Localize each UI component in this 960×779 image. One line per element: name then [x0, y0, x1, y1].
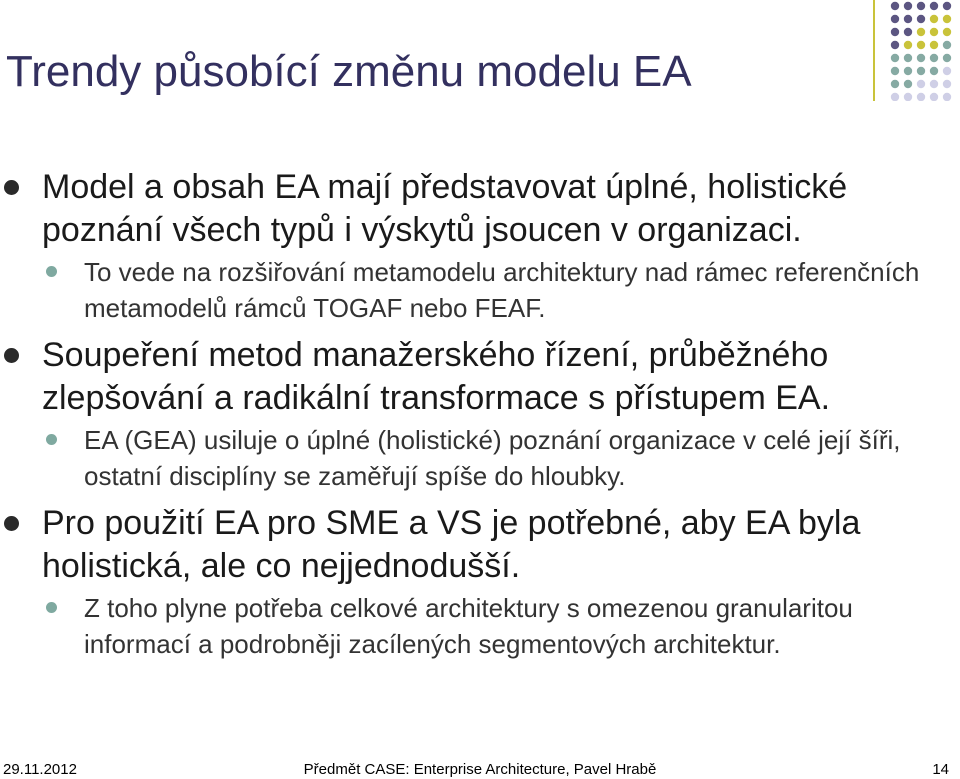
decorative-dot	[904, 41, 912, 49]
decorative-dot	[930, 28, 938, 36]
decorative-dot	[930, 80, 938, 88]
decorative-dot	[930, 41, 938, 49]
decorative-dot	[891, 2, 899, 10]
decorative-dot	[904, 93, 912, 101]
footer-title: Předmět CASE: Enterprise Architecture, Pavel Hrabě	[303, 761, 657, 778]
sub-bullet-item	[84, 422, 930, 494]
decorative-vertical-line	[873, 0, 875, 101]
decorative-dot-grid	[888, 0, 960, 101]
decorative-dot	[943, 28, 951, 36]
decorative-dot	[891, 28, 899, 36]
decorative-dot	[917, 93, 925, 101]
decorative-dot	[930, 2, 938, 10]
decorative-dot	[917, 15, 925, 23]
sub-bullet-dot-icon	[46, 266, 57, 277]
decorative-dot	[917, 54, 925, 62]
decorative-dot	[930, 54, 938, 62]
decorative-dot	[904, 54, 912, 62]
slide-title: Trendy působící změnu modelu EA	[6, 47, 692, 96]
decorative-dot	[891, 93, 899, 101]
sub-bullet-item	[84, 254, 930, 326]
decorative-dot	[917, 67, 925, 75]
footer-date: 29.11.2012	[3, 761, 77, 778]
decorative-dot	[904, 67, 912, 75]
decorative-dot	[943, 41, 951, 49]
decorative-dot	[943, 67, 951, 75]
sub-bullet-dot-icon	[46, 434, 57, 445]
decorative-dot	[917, 41, 925, 49]
decorative-dot	[943, 93, 951, 101]
decorative-dot	[917, 2, 925, 10]
sub-bullet-item	[84, 590, 930, 662]
bullet-text: Pro použití EA pro SME a VS je potřebné, aby EA byla holistická, ale co nejjednodušší.	[42, 504, 861, 585]
bullet-item	[42, 502, 930, 588]
bullet-item	[42, 166, 930, 252]
sub-bullet-text: To vede na rozšiřování metamodelu architektury nad rámec referenčních metamodelů rámců TOGAF nebo FEAF.	[84, 257, 920, 323]
bullet-text: Model a obsah EA mají představovat úplné, holistické poznání všech typů i výskytů jsoucen v organizaci.	[42, 168, 848, 249]
decorative-dot	[917, 80, 925, 88]
decorative-dot	[917, 28, 925, 36]
decorative-dot	[943, 54, 951, 62]
bullet-item	[42, 334, 930, 420]
decorative-dot	[904, 15, 912, 23]
decorative-dot	[904, 2, 912, 10]
decorative-dot	[930, 93, 938, 101]
decorative-dot	[904, 28, 912, 36]
decorative-dot	[891, 80, 899, 88]
sub-bullet-dot-icon	[46, 602, 57, 613]
decorative-dot	[943, 2, 951, 10]
decorative-dot	[930, 67, 938, 75]
decorative-dot	[891, 54, 899, 62]
bullet-dot-icon	[4, 516, 19, 531]
decorative-dot	[930, 15, 938, 23]
bullet-dot-icon	[4, 180, 19, 195]
bullet-dot-icon	[4, 348, 19, 363]
page-number: 14	[932, 761, 949, 778]
decorative-dot	[891, 67, 899, 75]
decorative-dot	[943, 80, 951, 88]
sub-bullet-text: Z toho plyne potřeba celkové architektury s omezenou granularitou informací a podrobněji zacílených segmentových architektur.	[84, 593, 853, 659]
decorative-dot	[904, 80, 912, 88]
decorative-dot	[891, 15, 899, 23]
decorative-dot	[891, 41, 899, 49]
bullet-list	[0, 166, 960, 662]
sub-bullet-text: EA (GEA) usiluje o úplné (holistické) poznání organizace v celé její šíři, ostatní disciplíny se zaměřují spíše do hloubky.	[84, 425, 901, 491]
decorative-dot	[943, 15, 951, 23]
bullet-text: Soupeření metod manažerského řízení, průběžného zlepšování a radikální transformace s přístupem EA.	[42, 336, 831, 417]
